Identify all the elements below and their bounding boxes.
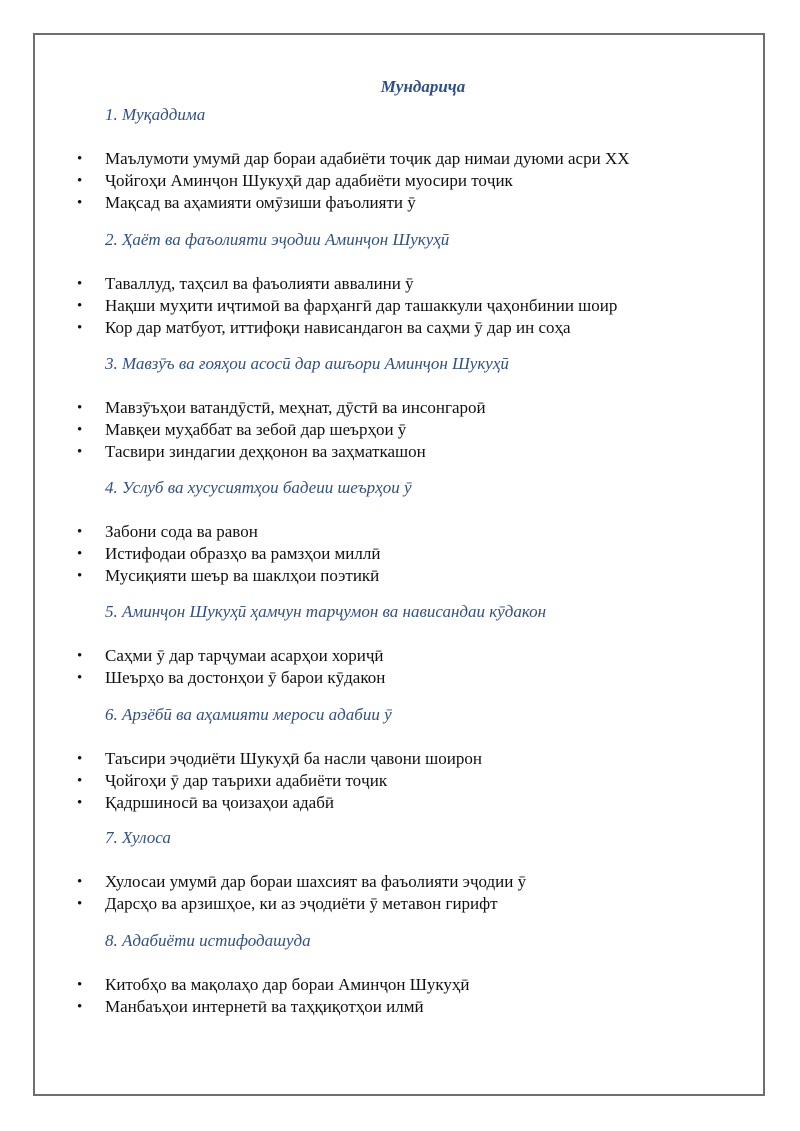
- bullet-icon: •: [77, 999, 83, 1015]
- bullet-icon: •: [77, 896, 83, 912]
- list-item-text: Манбаъҳои интернетӣ ва таҳқиқотҳои илмӣ: [105, 997, 424, 1016]
- section-heading: 3. Мавзӯъ ва ғояҳои асосӣ дар ашъори Аминҷон Шукуҳӣ: [105, 354, 509, 373]
- section-heading: 4. Услуб ва хусусиятҳои бадеии шеърҳои ӯ: [105, 478, 412, 497]
- list-item-text: Нақши муҳити иҷтимоӣ ва фарҳангӣ дар ташаккули ҷаҳонбинии шоир: [105, 296, 618, 315]
- bullet-icon: •: [77, 546, 83, 562]
- bullet-icon: •: [77, 795, 83, 811]
- bullet-icon: •: [77, 400, 83, 416]
- toc-title: Мундариҷа: [380, 77, 466, 96]
- list-item-text: Дарсҳо ва арзишҳое, ки аз эҷодиёти ӯ метавон гирифт: [105, 894, 498, 913]
- list-item-text: Истифодаи образҳо ва рамзҳои миллӣ: [105, 544, 381, 563]
- bullet-icon: •: [77, 422, 83, 438]
- bullet-icon: •: [77, 195, 83, 211]
- list-item-text: Саҳми ӯ дар тарҷумаи асарҳои хориҷӣ: [105, 646, 384, 665]
- bullet-icon: •: [77, 648, 83, 664]
- bullet-icon: •: [77, 173, 83, 189]
- section-heading: 5. Аминҷон Шукуҳӣ ҳамчун тарҷумон ва нависандаи кӯдакон: [105, 602, 547, 621]
- list-item-text: Китобҳо ва мақолаҳо дар бораи Аминҷон Шукуҳӣ: [105, 975, 470, 994]
- section-heading: 7. Хулоса: [105, 828, 171, 847]
- list-item-text: Шеърҳо ва достонҳои ӯ барои кӯдакон: [105, 668, 386, 687]
- list-item-text: Кор дар матбуот, иттифоқи нависандагон ва саҳми ӯ дар ин соҳа: [105, 318, 571, 337]
- list-item-text: Таъсири эҷодиёти Шукуҳӣ ба насли ҷавони шоирон: [105, 749, 482, 768]
- bullet-icon: •: [77, 320, 83, 336]
- list-item-text: Қадршиносӣ ва ҷоизаҳои адабӣ: [105, 793, 334, 812]
- bullet-icon: •: [77, 444, 83, 460]
- bullet-icon: •: [77, 298, 83, 314]
- bullet-icon: •: [77, 276, 83, 292]
- bullet-icon: •: [77, 874, 83, 890]
- list-item-text: Забони сода ва равон: [105, 522, 258, 541]
- bullet-icon: •: [77, 773, 83, 789]
- bullet-icon: •: [77, 977, 83, 993]
- section-heading: 1. Муқаддима: [105, 105, 206, 124]
- bullet-icon: •: [77, 151, 83, 167]
- list-item-text: Ҷойгоҳи ӯ дар таърихи адабиёти тоҷик: [105, 771, 388, 790]
- bullet-icon: •: [77, 751, 83, 767]
- list-item-text: Мақсад ва аҳамияти омӯзиши фаъолияти ӯ: [105, 193, 416, 212]
- list-item-text: Маълумоти умумӣ дар бораи адабиёти тоҷик дар нимаи дуюми асри XX: [105, 149, 630, 168]
- list-item-text: Таваллуд, таҳсил ва фаъолияти аввалини ӯ: [105, 274, 414, 293]
- section-heading: 6. Арзёбӣ ва аҳамияти мероси адабии ӯ: [105, 705, 392, 724]
- list-item-text: Хулосаи умумӣ дар бораи шахсият ва фаъолияти эҷодии ӯ: [105, 872, 527, 891]
- section-heading: 2. Ҳаёт ва фаъолияти эҷодии Аминҷон Шукуҳӣ: [105, 230, 450, 249]
- bullet-icon: •: [77, 670, 83, 686]
- section-heading: 8. Адабиёти истифодашуда: [105, 931, 311, 950]
- bullet-icon: •: [77, 524, 83, 540]
- list-item-text: Мусиқияти шеър ва шаклҳои поэтикӣ: [105, 566, 380, 585]
- list-item-text: Ҷойгоҳи Аминҷон Шукуҳӣ дар адабиёти муосири тоҷик: [105, 171, 513, 190]
- list-item-text: Мавзӯъҳои ватандӯстӣ, меҳнат, дӯстӣ ва инсонгароӣ: [105, 398, 486, 417]
- bullet-icon: •: [77, 568, 83, 584]
- list-item-text: Мавқеи муҳаббат ва зебоӣ дар шеърҳои ӯ: [105, 420, 407, 439]
- list-item-text: Тасвири зиндагии деҳқонон ва заҳматкашон: [105, 442, 426, 461]
